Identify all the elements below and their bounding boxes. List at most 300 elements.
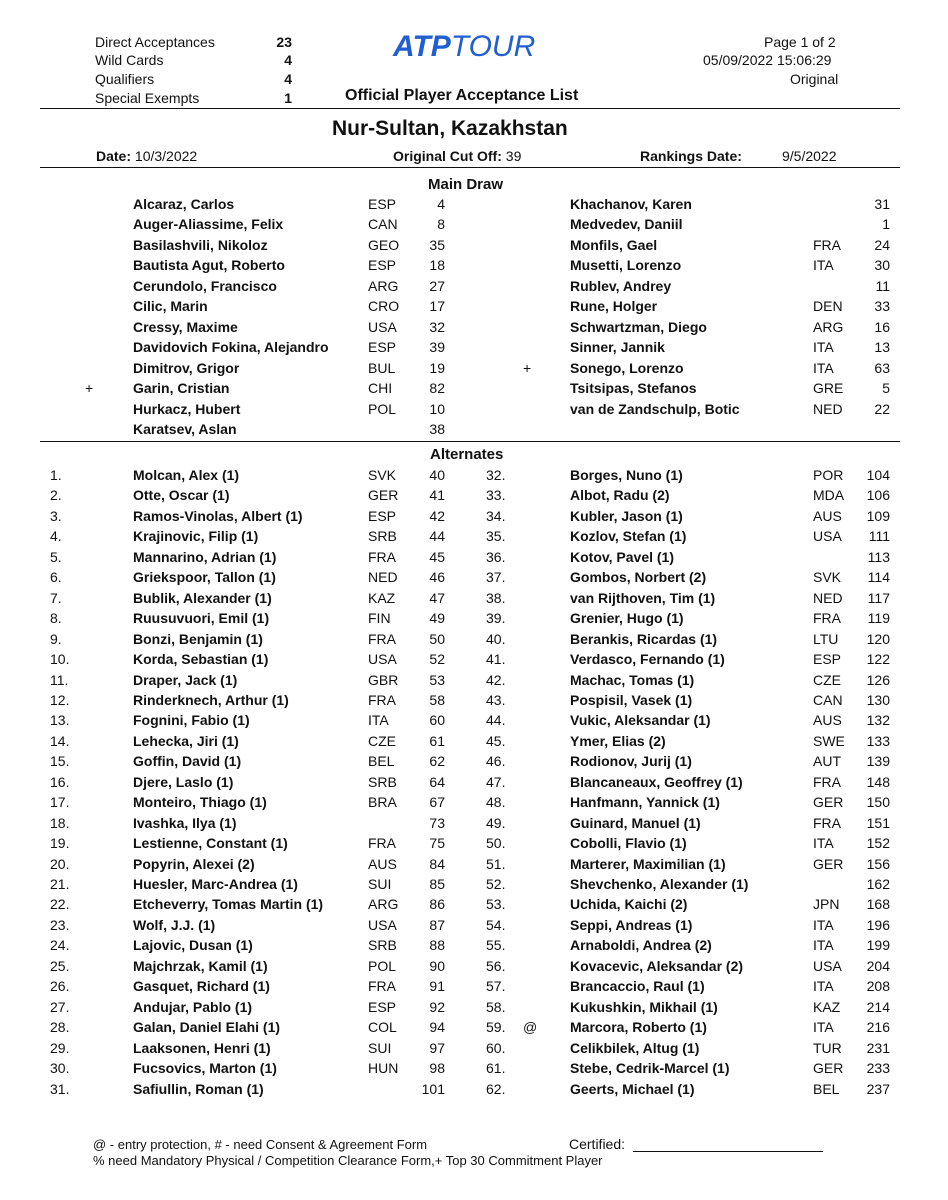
player-ranking: 233 [866,1060,890,1077]
alternate-number: 59. [486,1019,506,1036]
player-nationality: CZE [368,732,396,749]
alternate-row [0,753,948,773]
alternate-number: 27. [50,998,70,1015]
main-draw-row [0,380,948,400]
player-name: Marterer, Maximilian (1) [570,855,726,872]
player-name: Cilic, Marin [133,298,208,315]
player-ranking: 151 [866,814,890,831]
player-name: Hanfmann, Yannick (1) [570,794,720,811]
player-name: Celikbilek, Altug (1) [570,1039,700,1056]
main-draw-row [0,257,948,277]
alternate-number: 8. [50,610,62,627]
alternate-number: 45. [486,732,506,749]
summary-value-direct: 23 [276,34,292,50]
player-name: Garin, Cristian [133,380,230,397]
alternate-number: 10. [50,651,70,668]
entry-protection-mark: @ [523,1019,538,1036]
alternate-number: 44. [486,712,506,729]
alternate-number: 61. [486,1060,506,1077]
player-ranking: 52 [429,651,445,668]
player-name: Kotov, Pavel (1) [570,548,674,565]
alternate-number: 23. [50,916,70,933]
player-name: Cerundolo, Francisco [133,277,277,294]
alternates-title: Alternates [430,446,504,463]
alternate-number: 46. [486,753,506,770]
player-name: Bublik, Alexander (1) [133,589,272,606]
player-ranking: 119 [867,610,890,627]
player-name: Kubler, Jason (1) [570,507,683,524]
player-name: Brancaccio, Raul (1) [570,978,705,995]
alternate-row [0,733,948,753]
player-ranking: 58 [429,691,445,708]
player-name: Alcaraz, Carlos [133,196,235,212]
player-ranking: 106 [866,487,890,504]
player-name: Popyrin, Alexei (2) [133,855,255,872]
summary-value-special: 1 [284,90,292,106]
player-name: Albot, Radu (2) [570,487,670,504]
logo-atp-text: ATP [393,30,451,63]
alternate-number: 14. [50,732,70,749]
player-nationality: SUI [368,1039,392,1056]
page-number: Page 1 of 2 [764,34,836,50]
player-name: Laaksonen, Henri (1) [133,1039,271,1056]
player-ranking: 35 [429,236,445,253]
commitment-mark: + [523,359,532,376]
main-draw-row [0,196,948,216]
player-ranking: 126 [866,671,890,688]
player-ranking: 92 [429,998,445,1015]
player-name: Galan, Daniel Elahi (1) [133,1019,281,1036]
player-ranking: 111 [868,528,890,545]
player-nationality: USA [368,916,397,933]
player-nationality: FRA [813,814,841,831]
alternate-number: 52. [486,876,506,892]
alternate-row [0,692,948,712]
alternate-number: 13. [50,712,70,729]
alternate-number: 20. [50,855,70,872]
player-ranking: 33 [874,298,890,315]
alternate-row [0,528,948,548]
alternate-row [0,815,948,835]
player-name: Musetti, Lorenzo [570,257,682,274]
player-name: Ruusuvuori, Emil (1) [133,610,270,627]
player-name: Borges, Nuno (1) [570,467,683,483]
player-nationality: GER [813,1060,844,1077]
player-ranking: 64 [429,773,445,790]
alternate-number: 9. [50,630,62,647]
alternate-number: 60. [486,1039,506,1056]
alternates-rule [40,441,900,442]
alternate-number: 26. [50,978,70,995]
player-name: Auger-Aliassime, Felix [133,216,284,233]
player-nationality: CAN [368,216,398,233]
player-ranking: 8 [437,216,445,233]
player-nationality: GEO [368,236,400,253]
player-nationality: ITA [813,937,834,954]
main-draw-title: Main Draw [428,176,504,193]
player-nationality: ARG [368,896,399,913]
player-name: Lehecka, Jiri (1) [133,732,239,749]
player-name: Rune, Holger [570,298,658,315]
main-draw-row [0,421,948,441]
player-name: Huesler, Marc-Andrea (1) [133,876,298,892]
alternate-row [0,1060,948,1080]
player-ranking: 216 [866,1019,890,1036]
player-name: Goffin, David (1) [133,753,242,770]
player-nationality: BEL [368,753,395,770]
alternate-number: 38. [486,589,506,606]
player-ranking: 1 [882,216,890,233]
alternate-row [0,896,948,916]
main-draw-row [0,401,948,421]
alternate-row [0,958,948,978]
player-ranking: 122 [866,651,890,668]
player-nationality: DEN [813,298,843,315]
player-ranking: 97 [429,1039,445,1056]
player-nationality: CRO [368,298,400,315]
player-ranking: 31 [874,196,890,212]
player-ranking: 87 [429,916,445,933]
summary-label-wildcards: Wild Cards [95,52,164,68]
player-ranking: 148 [866,773,890,790]
player-nationality: ITA [813,916,834,933]
player-ranking: 104 [866,467,890,483]
player-nationality: GBR [368,671,399,688]
player-nationality: ITA [813,257,834,274]
date-field [96,148,197,164]
player-ranking: 67 [429,794,445,811]
player-name: Verdasco, Fernando (1) [570,651,725,668]
alternate-number: 51. [486,855,506,872]
player-ranking: 114 [867,569,890,586]
player-name: Mannarino, Adrian (1) [133,548,277,565]
player-ranking: 85 [429,876,445,892]
alternate-number: 62. [486,1080,506,1097]
player-ranking: 60 [429,712,445,729]
player-name: Medvedev, Daniil [570,216,683,233]
alternate-number: 17. [50,794,70,811]
player-ranking: 42 [429,507,445,524]
player-name: Machac, Tomas (1) [570,671,695,688]
footer-legend-line2: % need Mandatory Physical / Competition Clearance Form,+ Top 30 Commitment Player [93,1153,603,1168]
player-nationality: BRA [368,794,397,811]
player-ranking: 13 [874,339,890,356]
player-ranking: 32 [429,318,445,335]
player-name: Basilashvili, Nikoloz [133,236,268,253]
player-ranking: 44 [429,528,445,545]
player-nationality: FRA [368,978,396,995]
player-ranking: 150 [866,794,890,811]
document-title: Official Player Acceptance List [345,87,579,104]
player-name: Sonego, Lorenzo [570,359,684,376]
player-nationality: BEL [813,1080,840,1097]
player-nationality: FRA [813,236,841,253]
alternate-number: 29. [50,1039,70,1056]
cutoff-label: Original Cut Off: [393,148,502,164]
main-draw-row [0,298,948,318]
player-name: Etcheverry, Tomas Martin (1) [133,896,324,913]
player-ranking: 101 [421,1080,445,1097]
player-nationality: FRA [368,630,396,647]
alternate-number: 54. [486,916,506,933]
player-nationality: LTU [813,630,839,647]
alternate-number: 24. [50,937,70,954]
player-nationality: SVK [813,569,842,586]
player-ranking: 38 [429,420,445,437]
alternate-row [0,794,948,814]
alternate-row [0,978,948,998]
player-ranking: 4 [437,196,445,212]
player-name: Cressy, Maxime [133,318,238,335]
alternate-number: 25. [50,957,70,974]
player-name: Marcora, Roberto (1) [570,1019,707,1036]
alternate-row [0,999,948,1019]
player-ranking: 40 [429,467,445,483]
alternate-number: 36. [486,548,506,565]
player-ranking: 27 [429,277,445,294]
player-ranking: 82 [429,380,445,397]
player-name: Shevchenko, Alexander (1) [570,876,749,892]
player-name: Monteiro, Thiago (1) [133,794,267,811]
player-ranking: 91 [429,978,445,995]
player-nationality: FRA [368,691,396,708]
player-nationality: TUR [813,1039,842,1056]
certified-signature-line [633,1151,823,1152]
player-name: Schwartzman, Diego [570,318,707,335]
summary-label-qualifiers: Qualifiers [95,71,155,87]
alternate-row [0,610,948,630]
player-name: Davidovich Fokina, Alejandro [133,339,329,356]
player-nationality: USA [813,957,842,974]
player-name: Bonzi, Benjamin (1) [133,630,263,647]
alternate-number: 47. [486,773,506,790]
player-ranking: 10 [429,400,445,417]
player-name: Lajovic, Dusan (1) [133,937,253,954]
alternate-number: 22. [50,896,70,913]
player-nationality: AUS [813,712,842,729]
player-name: Fucsovics, Marton (1) [133,1060,277,1077]
main-draw-row [0,339,948,359]
player-name: Blancaneaux, Geoffrey (1) [570,773,743,790]
player-ranking: 73 [429,814,445,831]
alternate-number: 41. [486,651,506,668]
player-nationality: CZE [813,671,841,688]
player-nationality: FRA [813,610,841,627]
alternate-row [0,508,948,528]
rankings-date-label: Rankings Date: [640,148,742,164]
player-nationality: ESP [368,339,397,356]
player-nationality: ESP [813,651,842,668]
player-name: Vukic, Aleksandar (1) [570,712,711,729]
alternate-number: 5. [50,548,62,565]
alternate-number: 3. [50,507,62,524]
player-name: Pospisil, Vasek (1) [570,691,693,708]
player-ranking: 17 [429,298,445,315]
player-name: Hurkacz, Hubert [133,400,241,417]
player-name: Krajinovic, Filip (1) [133,528,259,545]
player-nationality: POL [368,957,397,974]
player-ranking: 204 [866,957,890,974]
player-name: Ramos-Vinolas, Albert (1) [133,507,303,524]
alternate-row [0,631,948,651]
alternate-row [0,876,948,896]
player-nationality: USA [368,651,397,668]
player-nationality: FRA [368,548,396,565]
player-nationality: JPN [813,896,840,913]
player-name: Khachanov, Karen [570,196,692,212]
player-ranking: 62 [429,753,445,770]
tournament-location: Nur-Sultan, Kazakhstan [332,117,568,140]
alternate-number: 21. [50,876,70,892]
alternate-number: 40. [486,630,506,647]
alternate-number: 32. [486,467,506,483]
alternate-number: 49. [486,814,506,831]
player-nationality: ESP [368,507,397,524]
player-nationality: FRA [813,773,841,790]
meta-rule [40,167,900,168]
alternate-number: 1. [50,467,62,483]
player-ranking: 90 [429,957,445,974]
alternate-number: 33. [486,487,506,504]
player-ranking: 24 [874,236,890,253]
player-nationality: ARG [813,318,844,335]
player-nationality: POR [813,467,844,483]
document-version: Original [790,71,839,87]
alternate-number: 15. [50,753,70,770]
player-nationality: GER [813,855,844,872]
player-name: Safiullin, Roman (1) [133,1080,264,1097]
certified-label: Certified: [569,1136,626,1152]
summary-label-special: Special Exempts [95,90,200,106]
player-ranking: 109 [866,507,890,524]
cutoff-value: 39 [505,148,522,164]
player-ranking: 39 [429,339,445,356]
player-ranking: 19 [429,359,445,376]
player-name: Wolf, J.J. (1) [133,916,216,933]
player-name: Rinderknech, Arthur (1) [133,691,289,708]
player-ranking: 5 [882,380,890,397]
date-value: 10/3/2022 [134,148,198,164]
player-nationality: NED [368,569,398,586]
player-ranking: 53 [429,671,445,688]
player-ranking: 132 [866,712,890,729]
alternate-number: 18. [50,814,70,831]
main-draw-row [0,360,948,380]
player-name: Cobolli, Flavio (1) [570,835,687,852]
player-name: Kovacevic, Aleksandar (2) [570,957,744,974]
player-ranking: 11 [875,277,890,294]
player-nationality: SWE [813,732,845,749]
player-ranking: 156 [866,855,890,872]
player-name: Karatsev, Aslan [133,420,237,437]
alternate-number: 57. [486,978,506,995]
player-name: Fognini, Fabio (1) [133,712,250,729]
player-name: Otte, Oscar (1) [133,487,230,504]
player-name: Griekspoor, Tallon (1) [133,569,276,586]
player-name: Sinner, Jannik [570,339,665,356]
player-nationality: CHI [368,380,393,397]
rankings-date-value: 9/5/2022 [782,148,837,164]
player-nationality: NED [813,400,843,417]
player-name: Kozlov, Stefan (1) [570,528,687,545]
player-nationality: POL [368,400,397,417]
player-ranking: 152 [866,835,890,852]
alternate-number: 35. [486,528,506,545]
player-ranking: 133 [866,732,890,749]
player-ranking: 45 [429,548,445,565]
player-name: Guinard, Manuel (1) [570,814,701,831]
main-draw-row [0,278,948,298]
alternate-row [0,569,948,589]
player-ranking: 168 [866,896,890,913]
alternate-row [0,487,948,507]
player-nationality: USA [368,318,397,335]
player-nationality: COL [368,1019,397,1036]
alternate-number: 7. [50,589,62,606]
player-nationality: FIN [368,610,391,627]
player-ranking: 237 [866,1080,890,1097]
alternate-number: 37. [486,569,506,586]
player-name: Molcan, Alex (1) [133,467,240,483]
player-nationality: ESP [368,257,397,274]
player-name: Grenier, Hugo (1) [570,610,684,627]
player-name: Tsitsipas, Stefanos [570,380,697,397]
player-nationality: KAZ [813,998,841,1015]
alternate-number: 4. [50,528,62,545]
player-name: Korda, Sebastian (1) [133,651,269,668]
alternate-number: 34. [486,507,506,524]
player-nationality: NED [813,589,843,606]
print-datetime: 05/09/2022 15:06:29 [703,52,832,68]
player-ranking: 94 [429,1019,445,1036]
alternate-number: 30. [50,1060,70,1077]
alternate-row [0,917,948,937]
player-nationality: HUN [368,1060,399,1077]
alternate-number: 19. [50,835,70,852]
alternate-number: 11. [50,671,69,688]
player-ranking: 113 [867,548,890,565]
alternate-row [0,590,948,610]
alternate-row [0,651,948,671]
player-nationality: USA [813,528,842,545]
player-ranking: 98 [429,1060,445,1077]
alternate-number: 56. [486,957,506,974]
alternate-number: 53. [486,896,506,913]
player-ranking: 50 [429,630,445,647]
alternate-number: 55. [486,937,506,954]
player-nationality: MDA [813,487,845,504]
alternate-row [0,672,948,692]
alternate-row [0,937,948,957]
player-ranking: 162 [866,876,890,892]
player-name: van de Zandschulp, Botic [570,400,740,417]
player-name: van Rijthoven, Tim (1) [570,589,716,606]
player-ranking: 41 [429,487,445,504]
player-name: Ymer, Elias (2) [570,732,666,749]
player-nationality: CAN [813,691,843,708]
player-name: Berankis, Ricardas (1) [570,630,718,647]
alternate-row [0,835,948,855]
player-ranking: 61 [429,732,445,749]
summary-value-qualifiers: 4 [284,71,292,87]
player-name: Ivashka, Ilya (1) [133,814,237,831]
alternate-row [0,467,948,487]
player-nationality: AUT [813,753,841,770]
player-name: Bautista Agut, Roberto [133,257,285,274]
player-name: Rublev, Andrey [570,277,672,294]
alternate-number: 48. [486,794,506,811]
player-ranking: 139 [866,753,890,770]
